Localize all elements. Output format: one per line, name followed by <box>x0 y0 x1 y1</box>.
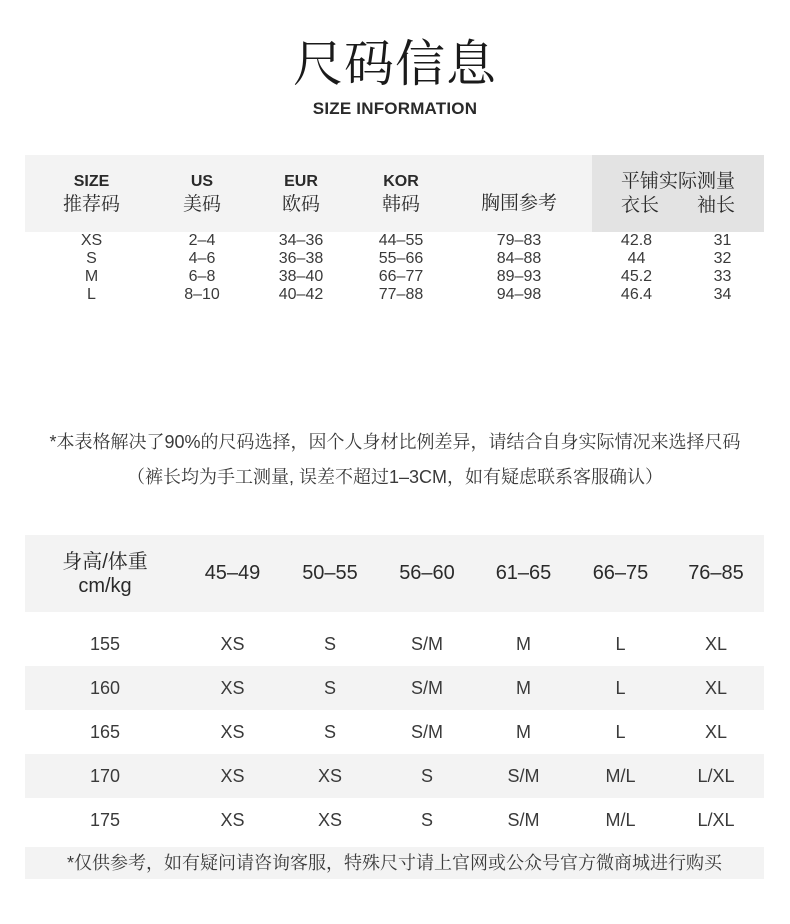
weight-range-header: 76–85 <box>668 535 764 612</box>
col-header-kor <box>356 155 446 232</box>
size-cell: M/L <box>605 809 636 830</box>
height-cell: 165 <box>89 721 121 742</box>
table-cell: 77–88 <box>378 286 424 303</box>
page-subtitle: SIZE INFORMATION <box>312 99 478 118</box>
height-weight-header <box>25 535 764 612</box>
size-cell: XS <box>280 754 380 798</box>
size-cell: S <box>280 666 380 710</box>
col-code: EUR <box>284 172 318 190</box>
size-cell: S <box>380 754 474 798</box>
height-cell: 160 <box>25 666 185 710</box>
col-header-size <box>25 155 158 232</box>
size-cell: S/M <box>474 754 573 798</box>
size-cell: XS <box>317 809 342 830</box>
table-cell: 44–55 <box>378 232 424 249</box>
height-weight-table <box>25 535 764 842</box>
col-header-us <box>158 155 246 232</box>
size-cell: XL <box>704 721 728 742</box>
size-cell: M/L <box>573 754 668 798</box>
page-title: 尺码信息 <box>293 36 497 92</box>
corner-label-line2: cm/kg <box>78 574 132 597</box>
table-cell: 8–10 <box>184 286 220 303</box>
table-cell: 79–83 <box>496 232 542 249</box>
table-cell: 34–36 <box>278 232 324 249</box>
size-cell: M <box>474 666 573 710</box>
row-spacer <box>25 612 764 622</box>
col-label-length: 衣长 <box>620 194 659 216</box>
size-cell: XL <box>704 633 728 654</box>
size-cell: S/M <box>410 721 443 742</box>
size-table-container <box>25 155 764 304</box>
size-cell: L/XL <box>697 809 735 830</box>
weight-range-header: 56–60 <box>380 535 474 612</box>
size-table <box>25 155 764 232</box>
table-row <box>25 250 764 268</box>
table-row <box>25 286 764 304</box>
size-cell: S <box>323 721 336 742</box>
size-cell: S/M <box>507 809 540 830</box>
col-label: 美码 <box>182 193 221 215</box>
size-cell: L/XL <box>668 754 764 798</box>
size-cell: S/M <box>410 633 443 654</box>
reference-footnote: *仅供参考，如有疑问请咨询客服，特殊尺寸请上官网或公众号官方微商城进行购买 <box>25 847 764 879</box>
col-label: 胸围参考 <box>480 192 557 214</box>
size-cell: L <box>573 666 668 710</box>
corner-label-line1: 身高/体重 <box>62 550 148 573</box>
height-cell: 155 <box>89 633 121 654</box>
table-row <box>25 268 764 286</box>
size-cell: M <box>516 633 531 654</box>
table-cell: 94–98 <box>496 286 542 303</box>
table-row <box>25 798 764 842</box>
measure-note: （裤长均为手工测量, 误差不超过1–3CM，如有疑虑联系客服确认） <box>126 467 664 487</box>
weight-range-header: 66–75 <box>573 535 668 612</box>
table-cell: 38–40 <box>278 268 324 285</box>
table-cell: 32 <box>713 250 732 267</box>
size-cell: XS <box>220 721 245 742</box>
table-cell: 42.8 <box>620 232 653 249</box>
weight-range-header: 45–49 <box>185 535 280 612</box>
size-cell: S <box>420 809 433 830</box>
col-label-sleeve: 袖长 <box>696 194 735 216</box>
table-row <box>25 232 764 250</box>
col-code: KOR <box>383 172 419 190</box>
size-cell: XS <box>185 754 280 798</box>
weight-range-header: 50–55 <box>280 535 380 612</box>
col-header-chest <box>446 155 592 232</box>
col-code: US <box>190 172 214 190</box>
col-label: 韩码 <box>381 193 420 215</box>
col-label: 推荐码 <box>62 193 120 215</box>
size-cell: S/M <box>380 666 474 710</box>
col-label: 欧码 <box>281 193 320 215</box>
height-cell: 175 <box>89 809 121 830</box>
size-cell: L <box>615 721 626 742</box>
size-cell: XS <box>185 666 280 710</box>
size-table-header <box>25 155 764 232</box>
table-cell: 55–66 <box>378 250 424 267</box>
size-note: *本表格解决了90%的尺码选择，因个人身材比例差异，请结合自身实际情况来选择尺码 <box>49 432 741 452</box>
corner-header <box>25 535 185 612</box>
table-cell: 2–4 <box>188 232 216 249</box>
table-cell: 4–6 <box>188 250 216 267</box>
table-cell: L <box>87 286 96 303</box>
table-row <box>25 622 764 666</box>
col-header-measurement <box>592 155 764 232</box>
size-cell: XS <box>220 633 245 654</box>
table-cell: 46.4 <box>620 286 653 303</box>
table-cell: 89–93 <box>496 268 542 285</box>
weight-range-header: 61–65 <box>474 535 573 612</box>
col-header-eur <box>246 155 356 232</box>
table-cell: M <box>84 268 99 285</box>
size-cell: L <box>615 633 626 654</box>
measure-title: 平铺实际测量 <box>620 170 735 192</box>
table-cell: 44 <box>627 250 646 267</box>
height-cell: 170 <box>25 754 185 798</box>
table-row <box>25 666 764 710</box>
table-row <box>25 710 764 754</box>
size-cell: S <box>323 633 336 654</box>
table-cell: 36–38 <box>278 250 324 267</box>
table-cell: 33 <box>713 268 732 285</box>
table-cell: 34 <box>713 286 732 303</box>
table-cell: S <box>86 250 97 267</box>
table-cell: 66–77 <box>378 268 424 285</box>
size-cell: XL <box>668 666 764 710</box>
size-cell: XS <box>220 809 245 830</box>
table-cell: 40–42 <box>278 286 324 303</box>
table-cell: 45.2 <box>620 268 653 285</box>
table-cell: 6–8 <box>188 268 216 285</box>
height-weight-table-container <box>25 535 764 842</box>
table-cell: 84–88 <box>496 250 542 267</box>
size-cell: M <box>516 721 531 742</box>
table-cell: XS <box>80 232 103 249</box>
table-cell: 31 <box>713 232 732 249</box>
size-table-body <box>25 232 764 304</box>
col-code: SIZE <box>73 172 110 190</box>
table-row <box>25 754 764 798</box>
